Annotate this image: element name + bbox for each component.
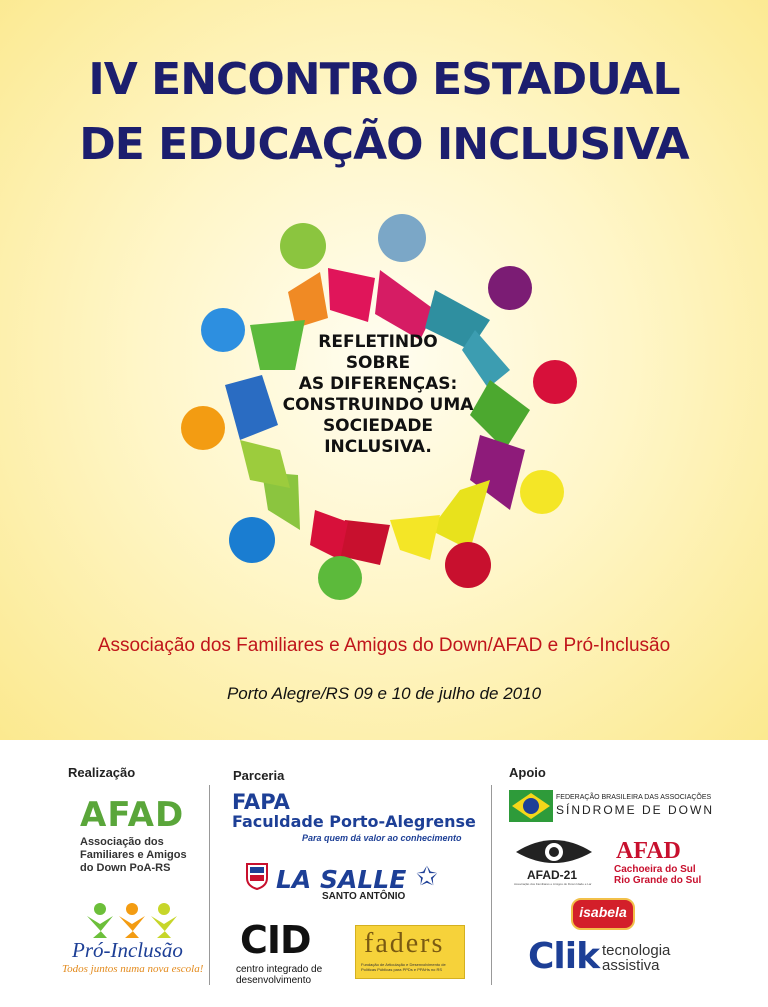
lasalle-sub: SANTO ANTÔNIO (322, 891, 406, 902)
head-lime (280, 223, 326, 269)
afad-logo-name: AFAD (80, 795, 185, 835)
fapa-full-name: Faculdade Porto-Alegrense (232, 812, 476, 831)
afadcs-sub-line: Cachoeira do Sul (614, 864, 696, 875)
afad21-sub: Associação dos Familiares e Amigos do Down Idade e Lar (514, 882, 592, 886)
slogan-line: SOBRE (345, 353, 411, 373)
head-orange (181, 406, 225, 450)
realizacao-label: Realização (68, 765, 136, 780)
isabela-logo (571, 898, 635, 930)
cid-name: CID (240, 918, 311, 962)
lasalle-name: LA SALLE (276, 865, 407, 894)
fapa-tagline: Para quem dá valor ao conhecimento (302, 833, 462, 843)
clik-sub-line: assistiva (602, 957, 660, 974)
head-purple (488, 266, 532, 310)
cid-sub-line: desenvolvimento (236, 975, 312, 986)
afad-sub-line: do Down PoA-RS (80, 862, 171, 874)
lasalle-star-icon: ✩ (416, 861, 438, 891)
afad-sub-line: Familiares e Amigos (80, 849, 187, 861)
cid-sub-line: centro integrado de (236, 964, 323, 975)
faders-logo (355, 925, 465, 979)
clik-sub (602, 943, 670, 973)
cid-sub (236, 964, 322, 986)
arm-pink-1 (375, 270, 435, 340)
faders-name: faders (364, 928, 445, 959)
arm-orange-1 (288, 272, 328, 328)
brazil-flag-icon (509, 790, 553, 822)
slogan-line: REFLETINDO (318, 332, 438, 352)
fbasd-line-1: FEDERAÇÃO BRASILEIRA DAS ASSOCIAÇÕES (556, 794, 712, 801)
head-blue (229, 517, 275, 563)
organizer-text: Associação dos Familiares e Amigos do Down/AFAD e Pró-Inclusão (97, 635, 671, 656)
lasalle-shield-icon (246, 862, 268, 890)
faders-sub: Fundação de Articulação e Desenvolvimento de Políticas Públicas para PPDs e PPAHs no RS (361, 962, 446, 972)
afadcs-name: AFAD (616, 838, 681, 864)
ring-center-slogan (258, 332, 498, 458)
fapa-name: FAPA (232, 790, 290, 814)
apoio-label: Apoio (509, 765, 546, 780)
fbasd-line-2: SÍNDROME DE DOWN (556, 803, 714, 817)
proinclusao-tagline: Todos juntos numa nova escola! (62, 963, 204, 975)
afad-logo-sub (80, 836, 187, 875)
divider-right (491, 785, 492, 985)
slogan-line: CONSTRUINDO UMA (282, 395, 474, 415)
title-line-1: IV ENCONTRO ESTADUAL (88, 54, 680, 105)
eye-icon (514, 836, 594, 868)
proinclusao-figures-icon (85, 902, 180, 938)
event-date: Porto Alegre/RS 09 e 10 de julho de 2010 (226, 684, 542, 703)
arm-yellow-1 (430, 480, 490, 550)
afadcs-sub-line: Rio Grande do Sul (614, 875, 702, 886)
head-green (318, 556, 362, 600)
head-steelblue (378, 214, 426, 262)
head-lightblue (201, 308, 245, 352)
parceria-label: Parceria (233, 768, 285, 783)
afad21-name: AFAD-21 (527, 868, 578, 882)
head-red (445, 542, 491, 588)
arm-magenta-1 (328, 268, 375, 322)
clik-name: Clik (528, 936, 600, 977)
head-yellow (520, 470, 564, 514)
proinclusao-name: Pró-Inclusão (72, 938, 183, 962)
afad-sub-line: Associação dos (80, 836, 164, 848)
slogan-line: SOCIEDADE (322, 416, 434, 436)
afadcs-sub (614, 864, 701, 886)
head-crimson (533, 360, 577, 404)
isabela-name: isabela (579, 904, 627, 920)
sponsor-footer (0, 740, 768, 1007)
slogan-line: INCLUSIVA. (324, 437, 432, 457)
divider-left (209, 785, 210, 985)
arm-yellow-2 (390, 515, 440, 560)
title-line-2: DE EDUCAÇÃO INCLUSIVA (79, 119, 689, 170)
clik-sub-line: tecnologia (602, 942, 671, 959)
slogan-line: AS DIFERENÇAS: (298, 374, 458, 394)
